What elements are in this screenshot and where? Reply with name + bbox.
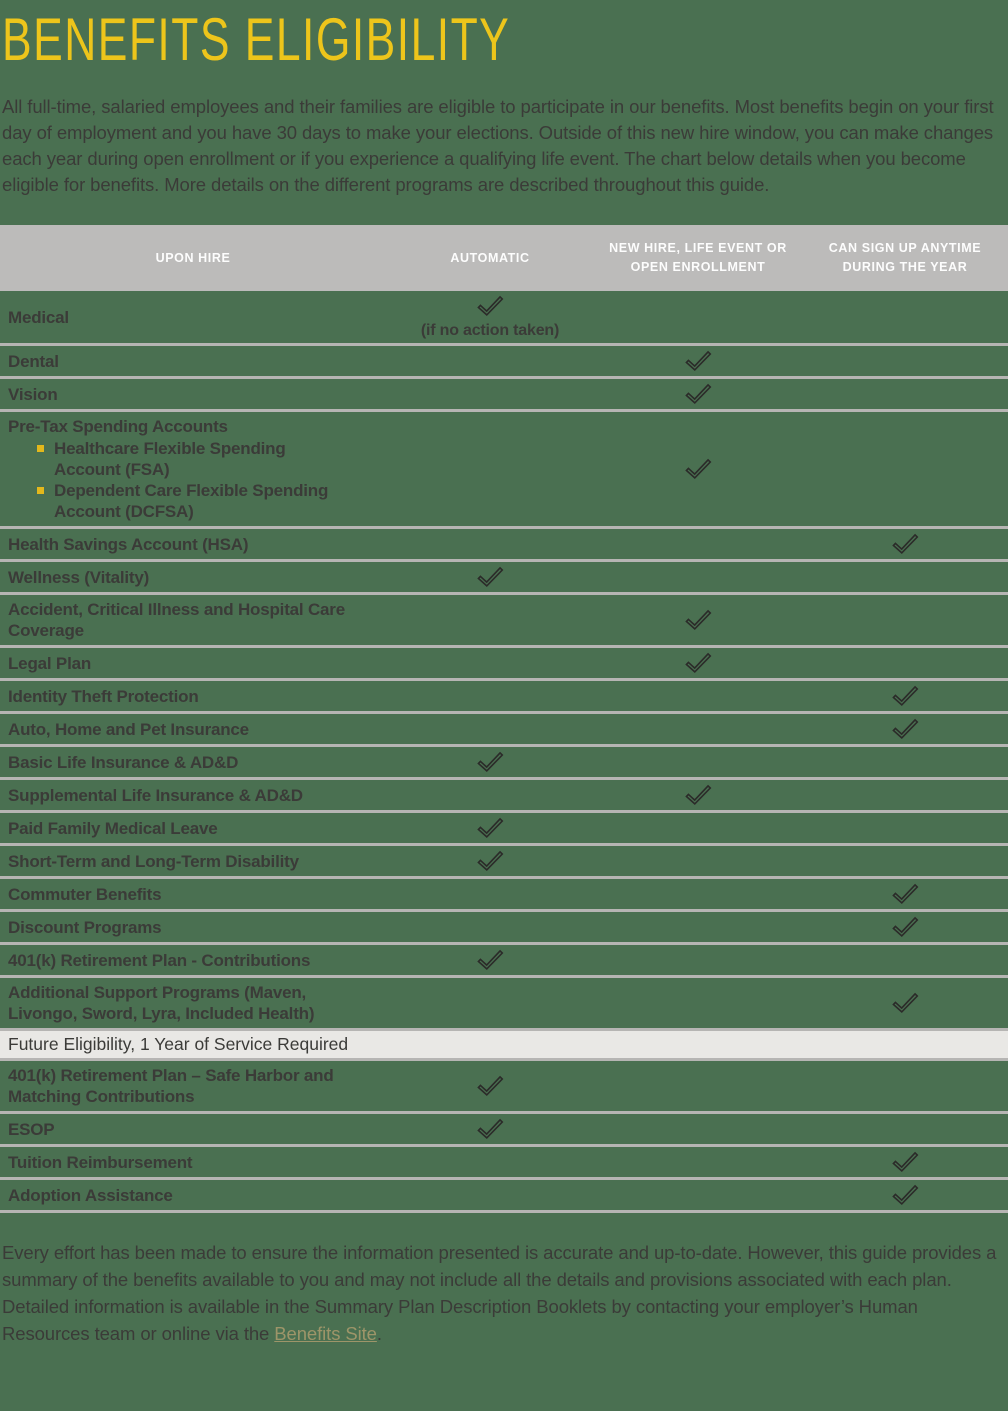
cell-anytime <box>802 914 1008 940</box>
cell-automatic <box>386 848 594 874</box>
benefit-name-cell <box>0 915 386 940</box>
table-row <box>0 291 1008 346</box>
benefit-name-cell <box>0 684 386 709</box>
benefits-site-link[interactable]: Benefits Site <box>274 1323 377 1344</box>
table-row <box>0 813 1008 846</box>
double-check-icon <box>685 383 712 405</box>
table-row <box>0 780 1008 813</box>
table-row <box>0 529 1008 562</box>
benefit-name-cell <box>0 750 386 775</box>
cell-anytime <box>802 716 1008 742</box>
benefit-name: Identity Theft Protection <box>8 686 199 706</box>
table-row <box>0 846 1008 879</box>
column-header-automatic: AUTOMATIC <box>450 250 530 265</box>
cell-anytime <box>802 683 1008 709</box>
benefit-name: Wellness (Vitality) <box>8 567 150 587</box>
benefit-name-cell <box>0 382 386 407</box>
double-check-icon <box>892 992 919 1014</box>
cell-automatic <box>386 749 594 775</box>
table-row <box>0 714 1008 747</box>
eligibility-table <box>0 225 1008 1213</box>
benefit-name: Basic Life Insurance & AD&D <box>8 752 239 772</box>
table-row <box>0 747 1008 780</box>
benefit-name-cell <box>0 849 386 874</box>
table-row <box>0 1061 1008 1114</box>
benefit-name: Accident, Critical Illness and Hospital Care Coverage <box>8 600 345 640</box>
intro-paragraph: All full-time, salaried employees and their families are eligible to participate in our benefits. Most benefits begin on your first day of employment and you have 30 days to make your elections. Outside of this new hire window, you can make changes each year during open enrollment or if you experience a qualifying life event. The chart below details when you become eligible for benefits. More details on the different programs are described throughout this guide. <box>2 96 994 195</box>
table-row <box>0 346 1008 379</box>
cell-automatic <box>386 564 594 590</box>
benefit-name: 401(k) Retirement Plan – Safe Harbor and Matching Contributions <box>8 1066 334 1106</box>
table-row <box>0 681 1008 714</box>
table-row <box>0 1180 1008 1213</box>
table-row <box>0 648 1008 681</box>
footer-paragraph <box>2 1239 1004 1347</box>
section-header-row: Future Eligibility, 1 Year of Service Required <box>0 1031 1008 1061</box>
benefit-name: Pre-Tax Spending Accounts <box>8 417 228 436</box>
double-check-icon <box>477 949 504 971</box>
double-check-icon <box>892 1184 919 1206</box>
benefit-name-cell <box>0 565 386 590</box>
double-check-icon <box>685 350 712 372</box>
benefit-name: ESOP <box>8 1119 55 1139</box>
benefit-name: Medical <box>8 307 69 327</box>
double-check-icon <box>892 883 919 905</box>
benefit-name-cell <box>0 305 386 330</box>
check-note: (if no action taken) <box>420 322 560 339</box>
benefit-name-cell <box>0 597 386 643</box>
column-header-upon-hire: UPON HIRE <box>155 250 231 265</box>
benefit-name: 401(k) Retirement Plan - Contributions <box>8 950 311 970</box>
benefit-sub-list <box>8 438 376 522</box>
benefit-name-cell <box>0 414 386 524</box>
benefit-name-cell <box>0 651 386 676</box>
double-check-icon <box>477 751 504 773</box>
benefit-name-cell <box>0 816 386 841</box>
double-check-icon <box>685 652 712 674</box>
double-check-icon <box>477 817 504 839</box>
benefit-name-cell <box>0 783 386 808</box>
column-header-new-hire-life-event: NEW HIRE, LIFE EVENT OR OPEN ENROLLMENT <box>609 241 787 274</box>
table-row <box>0 379 1008 412</box>
table-row <box>0 1114 1008 1147</box>
cell-automatic <box>386 1116 594 1142</box>
benefit-name-cell <box>0 1063 386 1109</box>
cell-new-hire <box>594 381 802 407</box>
double-check-icon <box>477 295 504 317</box>
benefit-name: Additional Support Programs (Maven, Livongo, Sword, Lyra, Included Health) <box>8 983 315 1023</box>
benefit-name: Short-Term and Long-Term Disability <box>8 851 299 871</box>
benefit-name: Discount Programs <box>8 917 162 937</box>
table-row <box>0 945 1008 978</box>
cell-anytime <box>802 990 1008 1016</box>
cell-anytime <box>802 1149 1008 1175</box>
table-header-row <box>0 225 1008 291</box>
double-check-icon <box>477 566 504 588</box>
cell-new-hire <box>594 607 802 633</box>
double-check-icon <box>892 685 919 707</box>
benefit-name: Adoption Assistance <box>8 1185 173 1205</box>
benefit-name: Supplemental Life Insurance & AD&D <box>8 785 303 805</box>
table-row <box>0 562 1008 595</box>
double-check-icon <box>892 533 919 555</box>
cell-new-hire <box>594 650 802 676</box>
cell-automatic <box>386 293 594 341</box>
double-check-icon <box>892 718 919 740</box>
benefit-name: Dental <box>8 351 59 371</box>
benefit-name-cell <box>0 980 386 1026</box>
benefit-name: Auto, Home and Pet Insurance <box>8 719 249 739</box>
benefit-name-cell <box>0 532 386 557</box>
column-header-anytime: CAN SIGN UP ANYTIME DURING THE YEAR <box>828 241 982 274</box>
benefit-name-cell <box>0 349 386 374</box>
benefit-name-cell <box>0 1183 386 1208</box>
double-check-icon <box>685 784 712 806</box>
page-title: BENEFITS ELIGIBILITY <box>2 6 511 73</box>
cell-new-hire <box>594 456 802 482</box>
footer-period: . <box>376 1323 382 1344</box>
benefit-name-cell <box>0 948 386 973</box>
double-check-icon <box>892 1151 919 1173</box>
cell-new-hire <box>594 782 802 808</box>
benefit-name: Legal Plan <box>8 653 92 673</box>
double-check-icon <box>892 916 919 938</box>
benefit-name-cell <box>0 1150 386 1175</box>
cell-automatic <box>386 815 594 841</box>
cell-anytime <box>802 531 1008 557</box>
benefit-sub-item: Dependent Care Flexible Spending Account (DCFSA) <box>54 480 354 522</box>
benefit-name: Health Savings Account (HSA) <box>8 534 249 554</box>
benefit-name: Vision <box>8 384 58 404</box>
table-row <box>0 412 1008 529</box>
cell-automatic <box>386 1073 594 1099</box>
table-row <box>0 912 1008 945</box>
table-row <box>0 595 1008 648</box>
table-row <box>0 879 1008 912</box>
cell-anytime <box>802 881 1008 907</box>
table-row <box>0 1147 1008 1180</box>
benefit-name-cell <box>0 717 386 742</box>
benefit-name: Commuter Benefits <box>8 884 162 904</box>
double-check-icon <box>685 609 712 631</box>
benefit-name: Paid Family Medical Leave <box>8 818 218 838</box>
cell-anytime <box>802 1182 1008 1208</box>
table-row <box>0 978 1008 1031</box>
double-check-icon <box>477 1118 504 1140</box>
table-body <box>0 291 1008 1213</box>
cell-automatic <box>386 947 594 973</box>
footer-text: Every effort has been made to ensure the information presented is accurate and up-to-date. However, this guide provides a summary of the benefits available to you and may not include all the details and provisions associated with each plan. Detailed information is available in the Summary Plan Description Booklets by contacting your employer’s Human Resources team or online via the <box>2 1242 997 1344</box>
benefit-name-cell <box>0 882 386 907</box>
cell-new-hire <box>594 348 802 374</box>
double-check-icon <box>477 850 504 872</box>
benefit-sub-item: Healthcare Flexible Spending Account (FSA) <box>54 438 354 480</box>
benefit-name: Tuition Reimbursement <box>8 1152 193 1172</box>
double-check-icon <box>477 1075 504 1097</box>
double-check-icon <box>685 458 712 480</box>
benefit-name-cell <box>0 1117 386 1142</box>
